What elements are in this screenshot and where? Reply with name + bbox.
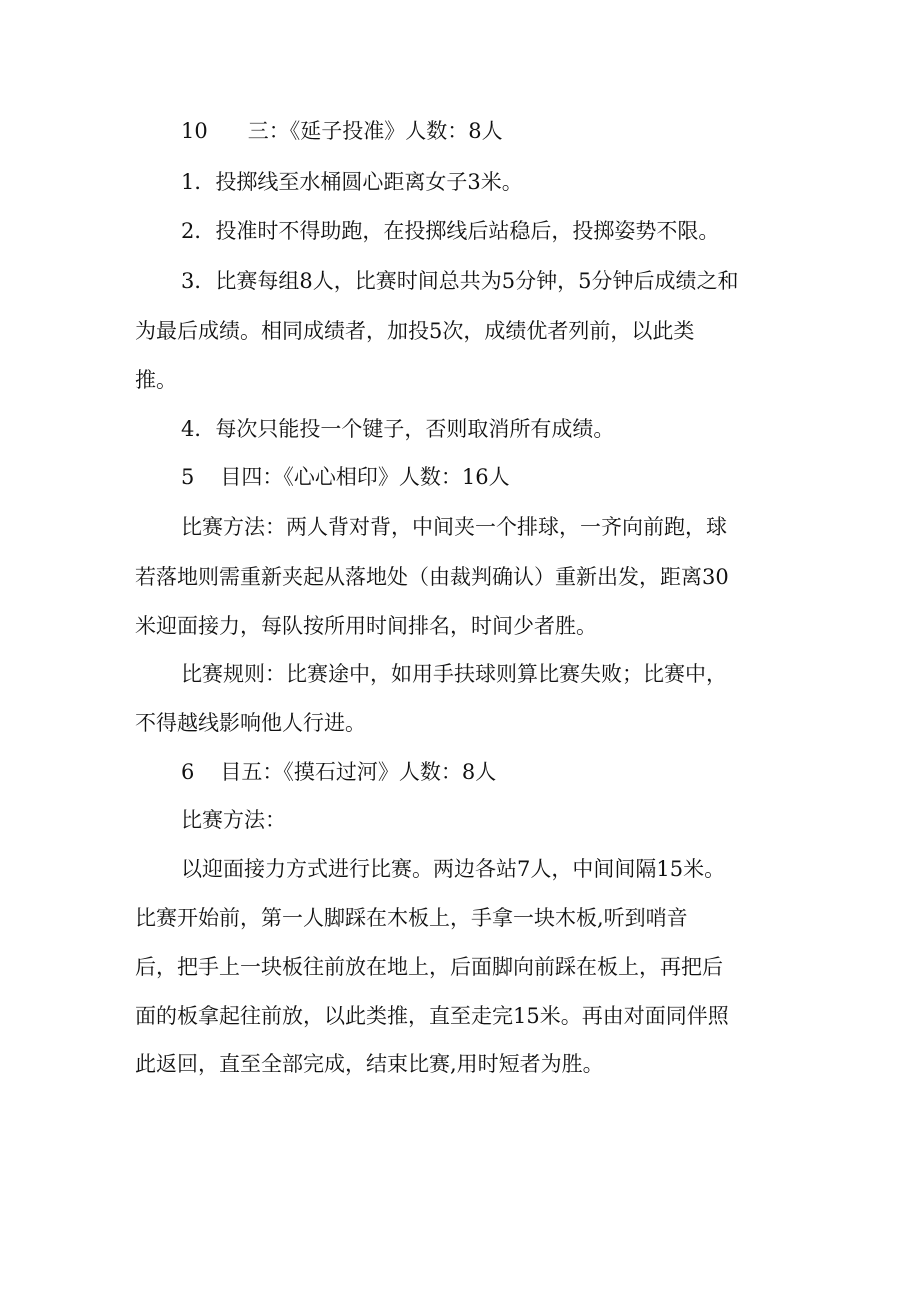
- rule-line-3: 3．比赛每组8人，比赛时间总共为5分钟，5分钟后成绩之和: [181, 269, 739, 293]
- method-text-line-4: 面的板拿起往前放，以此类推，直至走完15米。再由对面同伴照: [135, 1004, 729, 1028]
- item-number: 10: [181, 119, 208, 143]
- rule-line-3-end: 推。: [135, 368, 177, 392]
- heading-item-6: [181, 758, 496, 786]
- method-label: 比赛方法：: [181, 808, 286, 832]
- rule-line-1: 1．投掷线至水桶圆心距离女子3米。: [181, 170, 523, 194]
- method-paragraph-line-3: 米迎面接力，每队按所用时间排名，时间少者胜。: [135, 614, 597, 638]
- heading-item-5: [181, 463, 510, 491]
- heading-text: 三：《延子投准》人数：8人: [247, 119, 503, 143]
- method-text-line-1: 以迎面接力方式进行比赛。两边各站7人，中间间隔15米。: [181, 857, 726, 881]
- heading-text: 目四：《心心相印》人数：16人: [220, 465, 510, 489]
- rules-paragraph-line-2: 不得越线影响他人行进。: [135, 711, 366, 735]
- heading-text: 目五：《摸石过河》人数：8人: [220, 760, 497, 784]
- rule-line-2: 2．投准时不得助跑，在投掷线后站稳后，投掷姿势不限。: [181, 219, 720, 243]
- method-text-line-5: 此返回，直至全部完成，结束比赛,用时短者为胜。: [135, 1052, 604, 1076]
- rule-line-3-cont: 为最后成绩。相同成绩者，加投5次，成绩优者列前，以此类: [135, 319, 695, 343]
- heading-item-10: [181, 117, 503, 145]
- method-text-line-2: 比赛开始前，第一人脚踩在木板上，手拿一块木板,听到哨音: [135, 906, 688, 930]
- method-paragraph-line-2: 若落地则需重新夹起从落地处（由裁判确认）重新出发，距离30: [135, 565, 729, 589]
- rule-line-4: 4．每次只能投一个键子，否则取消所有成绩。: [181, 417, 615, 441]
- method-text-line-3: 后，把手上一块板往前放在地上，后面脚向前踩在板上，再把后: [135, 955, 723, 979]
- item-number: 6: [181, 760, 195, 784]
- method-paragraph-line-1: 比赛方法：两人背对背，中间夹一个排球，一齐向前跑，球: [181, 515, 727, 539]
- item-number: 5: [181, 465, 195, 489]
- rules-paragraph-line-1: 比赛规则：比赛途中，如用手扶球则算比赛失败；比赛中，: [181, 662, 727, 686]
